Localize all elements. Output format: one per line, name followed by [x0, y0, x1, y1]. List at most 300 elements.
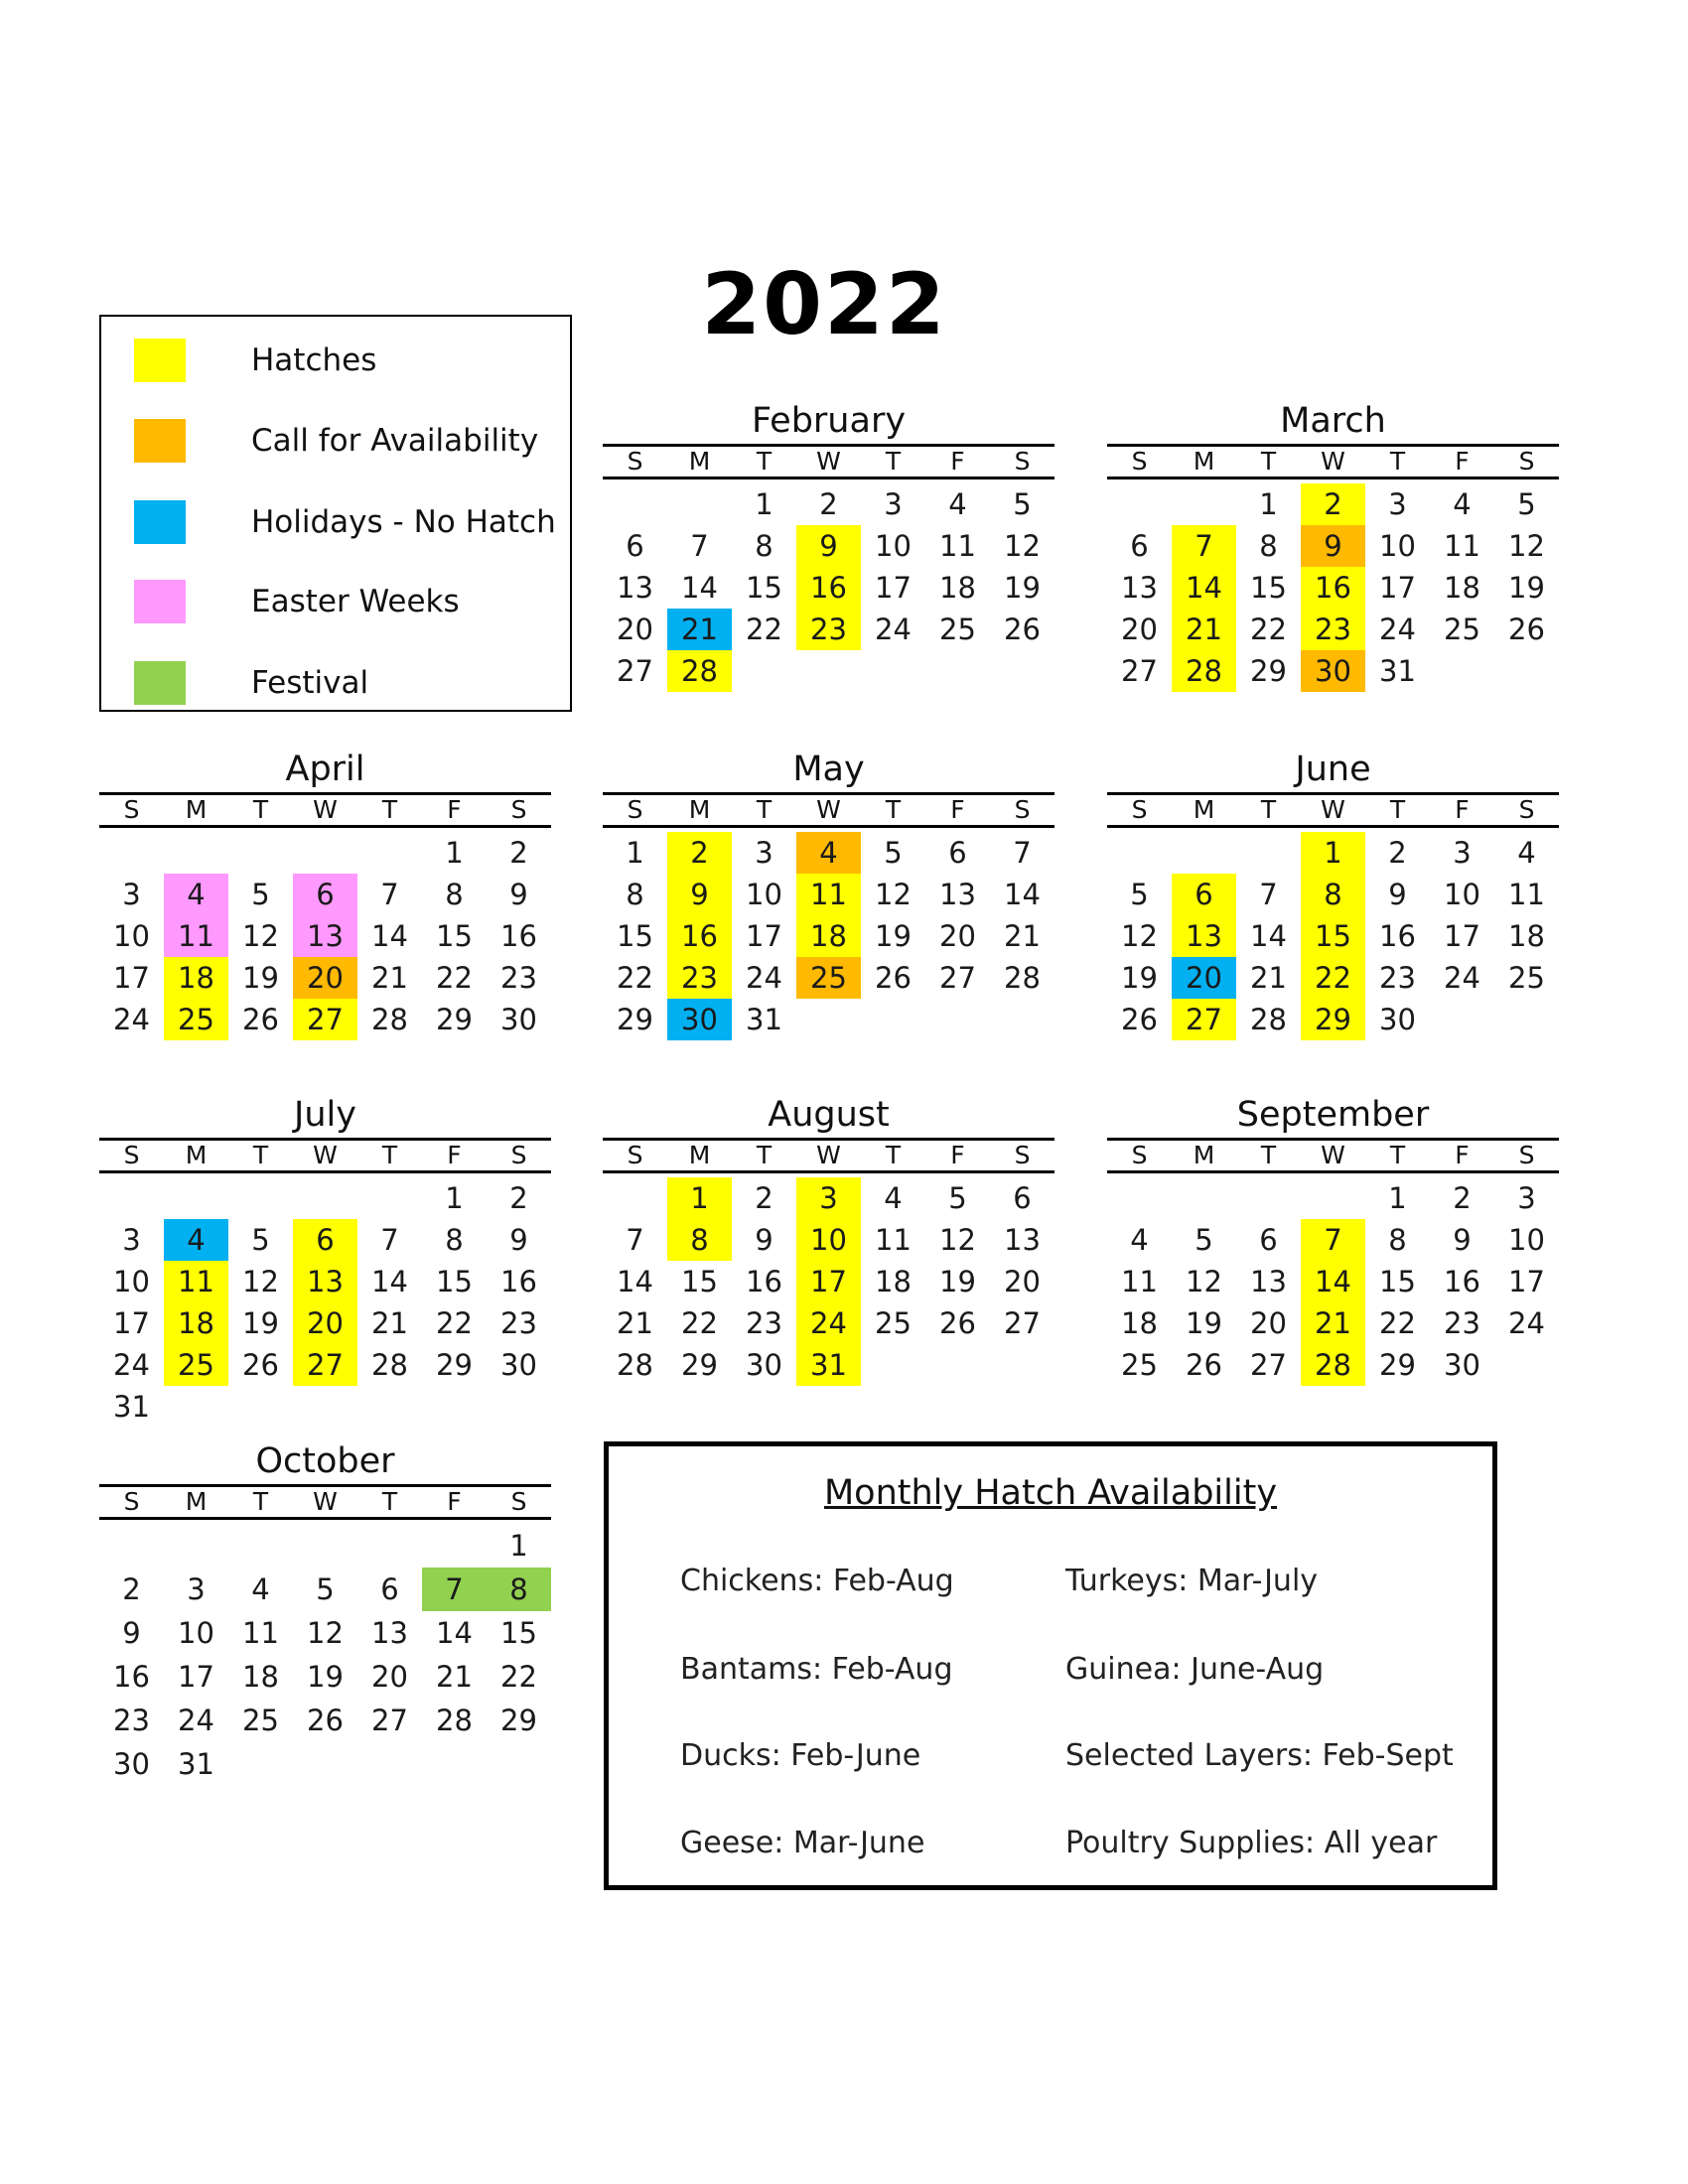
weekday-label: M: [185, 1487, 208, 1516]
day-cell: 30: [113, 1747, 150, 1781]
empty-day: [228, 832, 293, 874]
day-cell: 9: [509, 878, 528, 911]
weekday-label: T: [885, 1141, 902, 1169]
day-cell: 21: [617, 1306, 653, 1340]
month-october: [99, 1440, 551, 1786]
weekday-label: S: [627, 795, 643, 824]
day-cell: 28: [371, 1003, 408, 1036]
weekday-label: S: [1014, 447, 1031, 476]
availability-item: Turkeys: Mar-July: [1065, 1564, 1319, 1598]
weekday-header: [603, 792, 1055, 828]
day-cell: 15: [1379, 1265, 1416, 1298]
legend: [99, 315, 572, 712]
weekday-label: T: [756, 447, 773, 476]
weekday-label: T: [885, 447, 902, 476]
day-cell: 28: [1250, 1003, 1287, 1036]
day-cell: 16: [667, 915, 732, 957]
day-cell: 29: [1301, 999, 1365, 1040]
weekday-label: T: [1389, 1141, 1406, 1169]
weekday-label: T: [1389, 795, 1406, 824]
day-cell: 22: [1379, 1306, 1416, 1340]
day-cell: 6: [1172, 874, 1236, 915]
day-cell: 9: [1453, 1223, 1472, 1257]
empty-day: [228, 1524, 293, 1568]
day-cell: 26: [242, 1348, 279, 1382]
day-cell: 31: [113, 1390, 150, 1424]
day-cell: 22: [436, 961, 473, 995]
day-cell: 9: [667, 874, 732, 915]
day-cell: 28: [1172, 650, 1236, 692]
weekday-label: T: [252, 795, 269, 824]
weekday-label: S: [123, 1487, 140, 1516]
day-cell: 21: [1250, 961, 1287, 995]
day-cell: 28: [1004, 961, 1041, 995]
day-cell: 27: [939, 961, 976, 995]
day-cell: 28: [1301, 1344, 1365, 1386]
day-cell: 1: [445, 1181, 464, 1215]
day-cell: 6: [1130, 529, 1149, 563]
day-cell: 18: [164, 1302, 228, 1344]
day-cell: 4: [884, 1181, 903, 1215]
day-cell: 28: [617, 1348, 653, 1382]
day-cell: 4: [1130, 1223, 1149, 1257]
legend-swatch: [134, 339, 186, 382]
day-cell: 25: [164, 999, 228, 1040]
day-cell: 17: [875, 571, 912, 605]
day-cell: 26: [875, 961, 912, 995]
weekday-header: [1107, 444, 1559, 479]
empty-day: [357, 1524, 422, 1568]
day-cell: 30: [1379, 1003, 1416, 1036]
day-cell: 22: [500, 1660, 537, 1694]
day-cell: 27: [617, 654, 653, 688]
month-march: [1107, 400, 1559, 692]
day-cell: 23: [113, 1704, 150, 1737]
day-cell: 20: [1121, 613, 1158, 646]
day-cell: 14: [1250, 919, 1287, 953]
day-cell: 26: [242, 1003, 279, 1036]
year-title: 2022: [701, 255, 947, 354]
day-cell: 21: [1004, 919, 1041, 953]
day-cell: 26: [1121, 1003, 1158, 1036]
weekday-label: S: [510, 1487, 527, 1516]
month-june: [1107, 749, 1559, 1040]
empty-day: [1107, 832, 1172, 874]
weekday-header: [603, 444, 1055, 479]
empty-day: [357, 832, 422, 874]
day-cell: 17: [796, 1261, 861, 1302]
day-cell: 18: [242, 1660, 279, 1694]
day-cell: 30: [1301, 650, 1365, 692]
empty-day: [357, 1177, 422, 1219]
day-cell: 18: [1444, 571, 1480, 605]
day-cell: 3: [755, 836, 774, 870]
empty-day: [422, 1524, 487, 1568]
day-cell: 23: [1379, 961, 1416, 995]
day-cell: 20: [371, 1660, 408, 1694]
day-cell: 7: [1172, 525, 1236, 567]
day-cell: 27: [293, 1344, 357, 1386]
day-cell: 15: [500, 1616, 537, 1650]
weekday-label: F: [1455, 447, 1470, 476]
day-cell: 9: [755, 1223, 774, 1257]
day-cell: 18: [939, 571, 976, 605]
day-cell: 13: [371, 1616, 408, 1650]
legend-item-hatches: [134, 339, 551, 382]
weekday-label: M: [1193, 795, 1215, 824]
day-cell: 1: [445, 836, 464, 870]
day-cell: 2: [1388, 836, 1407, 870]
day-cell: 20: [293, 957, 357, 999]
day-cell: 9: [509, 1223, 528, 1257]
day-cell: 27: [371, 1704, 408, 1737]
day-cell: 29: [500, 1704, 537, 1737]
day-cell: 25: [796, 957, 861, 999]
day-cell: 1: [1259, 487, 1278, 521]
day-cell: 24: [178, 1704, 214, 1737]
empty-day: [293, 1524, 357, 1568]
day-cell: 25: [164, 1344, 228, 1386]
day-cell: 11: [796, 874, 861, 915]
day-cell: 15: [746, 571, 782, 605]
legend-swatch: [134, 580, 186, 623]
legend-swatch: [134, 419, 186, 463]
day-cell: 10: [746, 878, 782, 911]
weekday-label: F: [1455, 1141, 1470, 1169]
weekday-label: T: [381, 1141, 398, 1169]
day-cell: 16: [796, 567, 861, 609]
day-cell: 23: [1444, 1306, 1480, 1340]
day-cell: 19: [939, 1265, 976, 1298]
weekday-label: M: [1193, 447, 1215, 476]
empty-day: [1301, 1177, 1365, 1219]
day-cell: 30: [746, 1348, 782, 1382]
day-cell: 30: [667, 999, 732, 1040]
day-cell: 24: [1444, 961, 1480, 995]
day-cell: 5: [251, 1223, 270, 1257]
month-may: [603, 749, 1055, 1040]
day-cell: 18: [1508, 919, 1545, 953]
day-cell: 24: [796, 1302, 861, 1344]
day-cell: 9: [1301, 525, 1365, 567]
day-cell: 16: [746, 1265, 782, 1298]
day-cell: 3: [122, 1223, 141, 1257]
legend-label: Festival: [251, 665, 369, 701]
day-cell: 24: [113, 1003, 150, 1036]
weekday-label: M: [1193, 1141, 1215, 1169]
legend-item-easter: [134, 580, 551, 623]
day-cell: 29: [617, 1003, 653, 1036]
weekday-label: F: [950, 795, 965, 824]
day-cell: 2: [755, 1181, 774, 1215]
empty-day: [1172, 483, 1236, 525]
day-cell: 30: [1444, 1348, 1480, 1382]
day-cell: 21: [1301, 1302, 1365, 1344]
month-title: February: [751, 401, 907, 441]
day-cell: 6: [1013, 1181, 1032, 1215]
availability-item: Geese: Mar-June: [680, 1826, 925, 1860]
day-cell: 18: [875, 1265, 912, 1298]
day-cell: 18: [164, 957, 228, 999]
day-cell: 26: [939, 1306, 976, 1340]
day-cell: 21: [371, 961, 408, 995]
day-cell: 14: [617, 1265, 653, 1298]
day-cell: 12: [939, 1223, 976, 1257]
day-cell: 2: [1453, 1181, 1472, 1215]
day-cell: 15: [1301, 915, 1365, 957]
day-cell: 17: [1508, 1265, 1545, 1298]
day-cell: 8: [667, 1219, 732, 1261]
day-cell: 23: [746, 1306, 782, 1340]
day-cell: 18: [796, 915, 861, 957]
legend-swatch: [134, 500, 186, 544]
day-cell: 16: [1379, 919, 1416, 953]
day-grid: [1107, 483, 1559, 692]
day-grid: [99, 832, 551, 1040]
empty-day: [293, 1177, 357, 1219]
day-cell: 17: [113, 961, 150, 995]
month-title: May: [792, 750, 865, 789]
day-cell: 25: [875, 1306, 912, 1340]
day-cell: 11: [164, 915, 228, 957]
day-cell: 5: [1517, 487, 1536, 521]
availability-item: Poultry Supplies: All year: [1065, 1826, 1438, 1860]
month-april: [99, 749, 551, 1040]
day-cell: 2: [1301, 483, 1365, 525]
day-cell: 17: [1379, 571, 1416, 605]
weekday-label: S: [1014, 1141, 1031, 1169]
weekday-label: T: [381, 795, 398, 824]
day-cell: 6: [380, 1572, 399, 1606]
month-august: [603, 1094, 1055, 1386]
day-cell: 13: [939, 878, 976, 911]
day-grid: [99, 1177, 551, 1428]
day-cell: 14: [371, 919, 408, 953]
day-cell: 11: [875, 1223, 912, 1257]
weekday-label: S: [1131, 447, 1148, 476]
day-cell: 1: [626, 836, 644, 870]
day-cell: 7: [380, 878, 399, 911]
day-cell: 7: [380, 1223, 399, 1257]
day-cell: 3: [1517, 1181, 1536, 1215]
legend-label: Holidays - No Hatch: [251, 504, 556, 540]
day-cell: 15: [1250, 571, 1287, 605]
day-cell: 13: [293, 1261, 357, 1302]
day-cell: 20: [1004, 1265, 1041, 1298]
day-cell: 11: [242, 1616, 279, 1650]
day-cell: 20: [939, 919, 976, 953]
day-cell: 5: [1013, 487, 1032, 521]
weekday-label: S: [510, 1141, 527, 1169]
day-cell: 5: [948, 1181, 967, 1215]
weekday-header: [99, 792, 551, 828]
availability-item: Bantams: Feb-Aug: [680, 1652, 953, 1687]
day-cell: 19: [875, 919, 912, 953]
day-grid: [603, 483, 1055, 692]
day-cell: 12: [875, 878, 912, 911]
legend-label: Hatches: [251, 342, 377, 378]
day-grid: [1107, 832, 1559, 1040]
weekday-label: M: [688, 447, 711, 476]
day-cell: 24: [113, 1348, 150, 1382]
day-cell: 21: [1172, 609, 1236, 650]
day-cell: 4: [251, 1572, 270, 1606]
day-cell: 5: [1195, 1223, 1213, 1257]
availability-item: Guinea: June-Aug: [1065, 1652, 1325, 1687]
empty-day: [164, 1177, 228, 1219]
month-title: September: [1236, 1095, 1430, 1135]
weekday-header: [1107, 1138, 1559, 1173]
day-cell: 13: [293, 915, 357, 957]
day-cell: 21: [436, 1660, 473, 1694]
month-title: April: [285, 750, 365, 789]
availability-title: Monthly Hatch Availability: [823, 1473, 1278, 1513]
day-cell: 5: [316, 1572, 335, 1606]
day-cell: 7: [1259, 878, 1278, 911]
day-cell: 6: [293, 1219, 357, 1261]
day-cell: 29: [436, 1003, 473, 1036]
day-cell: 27: [1004, 1306, 1041, 1340]
day-cell: 12: [307, 1616, 344, 1650]
day-cell: 16: [113, 1660, 150, 1694]
day-cell: 16: [1301, 567, 1365, 609]
weekday-label: T: [252, 1141, 269, 1169]
day-cell: 7: [422, 1568, 487, 1611]
day-cell: 14: [1172, 567, 1236, 609]
day-cell: 22: [681, 1306, 718, 1340]
day-cell: 7: [1301, 1219, 1365, 1261]
day-cell: 17: [1444, 919, 1480, 953]
day-cell: 9: [796, 525, 861, 567]
weekday-label: S: [627, 1141, 643, 1169]
day-cell: 3: [1453, 836, 1472, 870]
weekday-label: F: [950, 1141, 965, 1169]
day-cell: 25: [1508, 961, 1545, 995]
day-cell: 14: [1301, 1261, 1365, 1302]
day-cell: 11: [1444, 529, 1480, 563]
day-cell: 10: [875, 529, 912, 563]
day-cell: 13: [617, 571, 653, 605]
day-cell: 5: [884, 836, 903, 870]
day-cell: 29: [681, 1348, 718, 1382]
day-cell: 26: [1508, 613, 1545, 646]
month-july: [99, 1094, 551, 1428]
day-cell: 15: [681, 1265, 718, 1298]
legend-item-holidays: [134, 500, 556, 544]
day-cell: 20: [617, 613, 653, 646]
day-cell: 31: [796, 1344, 861, 1386]
day-cell: 15: [617, 919, 653, 953]
legend-swatch: [134, 661, 186, 705]
weekday-label: W: [816, 447, 841, 476]
weekday-label: S: [123, 795, 140, 824]
weekday-label: S: [1131, 795, 1148, 824]
day-cell: 19: [242, 1306, 279, 1340]
day-cell: 20: [1172, 957, 1236, 999]
day-cell: 19: [1121, 961, 1158, 995]
day-cell: 7: [690, 529, 709, 563]
day-cell: 23: [796, 609, 861, 650]
day-cell: 14: [681, 571, 718, 605]
day-cell: 8: [755, 529, 774, 563]
day-cell: 3: [884, 487, 903, 521]
day-cell: 13: [1004, 1223, 1041, 1257]
day-cell: 25: [1121, 1348, 1158, 1382]
day-cell: 10: [1444, 878, 1480, 911]
day-cell: 1: [667, 1177, 732, 1219]
weekday-label: F: [1455, 795, 1470, 824]
day-cell: 23: [667, 957, 732, 999]
day-cell: 19: [307, 1660, 344, 1694]
day-cell: 8: [1259, 529, 1278, 563]
day-cell: 12: [242, 1265, 279, 1298]
legend-label: Call for Availability: [251, 423, 539, 459]
day-cell: 27: [1121, 654, 1158, 688]
weekday-label: T: [252, 1487, 269, 1516]
day-cell: 6: [1259, 1223, 1278, 1257]
empty-day: [667, 483, 732, 525]
legend-item-call: [134, 419, 551, 463]
weekday-label: W: [816, 1141, 841, 1169]
day-cell: 31: [1379, 654, 1416, 688]
day-cell: 10: [796, 1219, 861, 1261]
day-cell: 15: [436, 1265, 473, 1298]
day-cell: 19: [1508, 571, 1545, 605]
month-title: August: [768, 1095, 890, 1135]
day-cell: 2: [667, 832, 732, 874]
day-cell: 9: [1388, 878, 1407, 911]
day-cell: 6: [626, 529, 644, 563]
day-cell: 10: [113, 1265, 150, 1298]
day-cell: 1: [1388, 1181, 1407, 1215]
day-cell: 27: [1172, 999, 1236, 1040]
day-cell: 10: [113, 919, 150, 953]
day-cell: 10: [1508, 1223, 1545, 1257]
day-cell: 15: [436, 919, 473, 953]
day-cell: 4: [1517, 836, 1536, 870]
weekday-label: S: [123, 1141, 140, 1169]
day-cell: 14: [371, 1265, 408, 1298]
day-cell: 3: [1388, 487, 1407, 521]
day-cell: 8: [626, 878, 644, 911]
day-cell: 13: [1250, 1265, 1287, 1298]
day-grid: [1107, 1177, 1559, 1386]
empty-day: [228, 1177, 293, 1219]
weekday-label: S: [627, 447, 643, 476]
weekday-label: W: [1321, 1141, 1345, 1169]
day-cell: 10: [178, 1616, 214, 1650]
empty-day: [99, 832, 164, 874]
day-cell: 24: [1379, 613, 1416, 646]
month-september: [1107, 1094, 1559, 1386]
day-cell: 14: [436, 1616, 473, 1650]
day-cell: 4: [1453, 487, 1472, 521]
day-cell: 11: [1508, 878, 1545, 911]
day-cell: 23: [1301, 609, 1365, 650]
day-cell: 6: [948, 836, 967, 870]
day-cell: 22: [617, 961, 653, 995]
day-cell: 16: [500, 919, 537, 953]
day-cell: 31: [746, 1003, 782, 1036]
weekday-label: F: [447, 1487, 462, 1516]
day-cell: 8: [445, 878, 464, 911]
weekday-header: [99, 1484, 551, 1520]
empty-day: [1172, 832, 1236, 874]
day-cell: 21: [371, 1306, 408, 1340]
day-cell: 14: [1004, 878, 1041, 911]
day-cell: 8: [1301, 874, 1365, 915]
day-cell: 4: [948, 487, 967, 521]
